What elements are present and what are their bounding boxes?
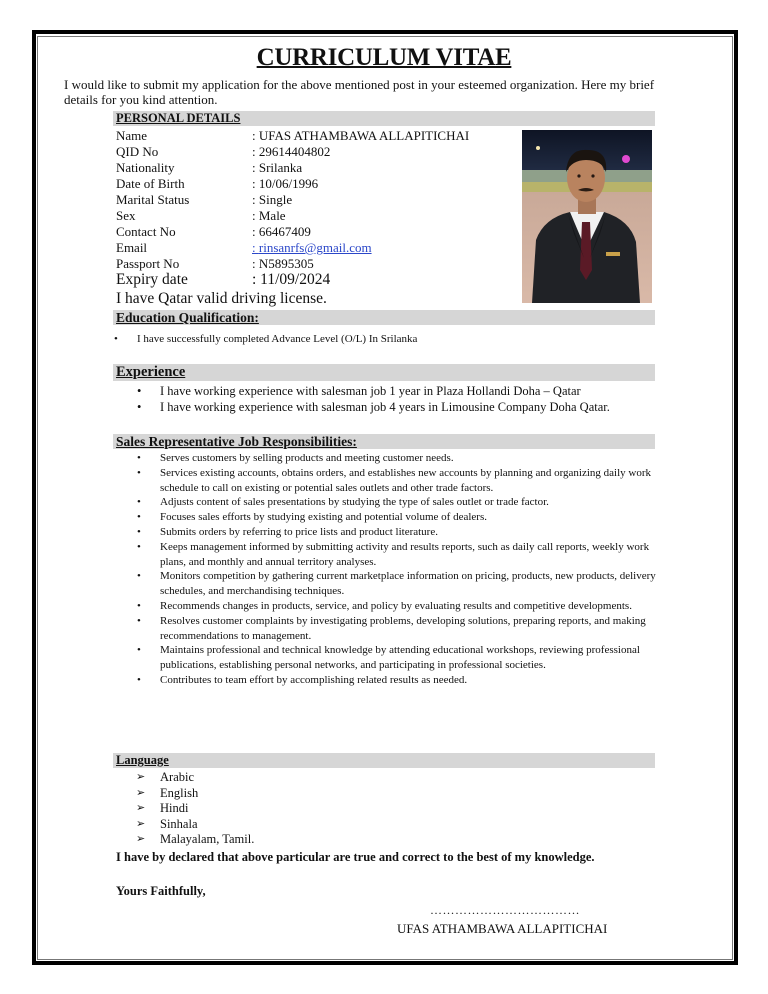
email-colon: : — [252, 240, 259, 255]
detail-value: : Srilanka — [252, 160, 303, 175]
responsibility-item — [137, 569, 657, 599]
experience-heading: Experience — [116, 364, 186, 380]
arrow-bullet-icon: ➢ — [136, 786, 146, 799]
responsibility-text: Keeps management informed by submitting activity and results reports, such as daily call reports, weekly work plans, and monthly and annual territory analyses. — [160, 540, 650, 568]
bullet-icon: • — [137, 599, 141, 612]
responsibility-item — [137, 540, 657, 570]
responsibility-text: Contributes to team effort by accomplishing related results as needed. — [160, 673, 468, 686]
responsibility-item — [137, 510, 657, 525]
language-heading: Language — [116, 753, 169, 767]
detail-label: Date of Birth — [116, 176, 185, 191]
detail-value: : 66467409 — [252, 224, 311, 239]
detail-value: : 11/09/2024 — [252, 271, 331, 288]
bullet-icon: • — [137, 614, 141, 627]
personal-details-heading: PERSONAL DETAILS — [116, 111, 241, 125]
detail-value: : 10/06/1996 — [252, 176, 319, 191]
document-title: CURRICULUM VITAE — [256, 44, 512, 71]
detail-value: : N5895305 — [252, 256, 314, 271]
intro-paragraph: I would like to submit my application for the above mentioned post in your esteemed organization. Here my brief details for you kind attention. — [64, 77, 655, 107]
bullet-icon: • — [137, 644, 141, 657]
detail-value — [252, 240, 372, 255]
responsibility-item — [137, 673, 657, 688]
signature-name: UFAS ATHAMBAWA ALLAPITICHAI — [397, 921, 608, 936]
detail-value: : Male — [252, 208, 286, 223]
education-list — [114, 332, 657, 347]
declaration-text: I have by declared that above particular are true and correct to the best of my knowledge. — [116, 850, 595, 864]
detail-label: QID No — [116, 144, 159, 159]
section-bar-language — [113, 753, 655, 768]
responsibility-item — [137, 599, 657, 614]
detail-label: Expiry date — [116, 271, 188, 288]
language-list — [136, 770, 255, 848]
responsibility-text: Maintains professional and technical knowledge by attending educational workshops, reviewing professional publications, establishing personal networks, and participating in professional societies. — [160, 644, 640, 672]
arrow-bullet-icon: ➢ — [136, 802, 146, 815]
bullet-icon: • — [137, 466, 141, 479]
education-heading: Education Qualification: — [116, 310, 259, 325]
bullet-icon: • — [137, 400, 142, 414]
experience-item — [137, 383, 655, 399]
responsibility-text: Submits orders by referring to price lists and product literature. — [160, 525, 438, 538]
experience-item-text: I have working experience with salesman job 4 years in Limousine Company Doha Qatar. — [160, 400, 610, 414]
bullet-icon: • — [137, 452, 141, 464]
responsibility-text: Services existing accounts, obtains orders, and establishes new accounts by planning and organizing daily work schedule to call on existing or potential sales outlets and other trade factors. — [160, 466, 652, 494]
detail-label: Contact No — [116, 224, 176, 239]
experience-list — [137, 383, 655, 415]
bullet-icon: • — [137, 570, 141, 583]
detail-label: Marital Status — [116, 192, 190, 207]
arrow-bullet-icon: ➢ — [136, 833, 146, 846]
experience-item — [137, 399, 655, 415]
language-name: Malayalam, Tamil. — [160, 832, 255, 847]
responsibility-item — [137, 643, 657, 673]
responsibility-text: Resolves customer complaints by investigating problems, developing solutions, preparing reports, and making recommendations to management. — [160, 614, 646, 642]
detail-label: Nationality — [116, 160, 175, 175]
responsibility-item — [137, 451, 657, 466]
signature-line: ……………………………… — [430, 903, 580, 917]
experience-item-text: I have working experience with salesman job 1 year in Plaza Hollandi Doha – Qatar — [160, 384, 581, 398]
responsibility-text: Monitors competition by gathering current marketplace information on pricing, products, new products, delivery schedules, and merchandising techniques. — [160, 570, 656, 598]
detail-label: Sex — [116, 208, 136, 223]
detail-value: : Single — [252, 192, 293, 207]
responsibility-item — [137, 495, 657, 510]
responsibility-text: Serves customers by selling products and meeting customer needs. — [160, 452, 454, 464]
language-item — [136, 801, 254, 817]
bullet-icon: • — [137, 540, 141, 553]
responsibilities-list — [137, 451, 657, 688]
detail-value: : UFAS ATHAMBAWA ALLAPITICHAI — [252, 128, 470, 143]
language-item — [136, 770, 254, 786]
detail-label: Name — [116, 128, 148, 143]
language-item — [136, 785, 254, 802]
bullet-icon: • — [137, 511, 141, 524]
detail-label: Email — [116, 240, 148, 255]
bullet-icon: • — [137, 384, 142, 398]
detail-label: Passport No — [116, 256, 180, 271]
profile-photo — [522, 130, 652, 303]
bullet-icon: • — [137, 525, 141, 538]
responsibility-item — [137, 614, 657, 644]
arrow-bullet-icon: ➢ — [136, 771, 146, 783]
language-name: Arabic — [160, 770, 195, 784]
driving-license-note: I have Qatar valid driving license. — [116, 290, 327, 307]
bullet-icon: • — [114, 333, 118, 345]
section-bar-experience — [113, 364, 655, 381]
language-name: Sinhala — [160, 816, 198, 831]
arrow-bullet-icon: ➢ — [136, 817, 146, 830]
responsibilities-heading: Sales Representative Job Responsibilities: — [116, 434, 357, 449]
education-item — [114, 332, 657, 347]
detail-value: : 29614404802 — [252, 144, 331, 159]
bullet-icon: • — [137, 673, 141, 686]
language-item — [136, 816, 254, 833]
responsibility-text: Recommends changes in products, service, and policy by evaluating results and competitive developments. — [160, 599, 632, 612]
language-name: Hindi — [160, 801, 189, 816]
profile-photo-image — [522, 130, 652, 303]
responsibility-text: Focuses sales efforts by studying existing and potential volume of dealers. — [160, 511, 487, 524]
responsibility-item — [137, 525, 657, 540]
language-name: English — [160, 785, 199, 800]
email-link[interactable]: rinsanrfs@gmail.com — [258, 240, 372, 255]
language-item — [136, 832, 255, 848]
education-item-text: I have successfully completed Advance Level (O/L) In Srilanka — [137, 333, 418, 345]
bullet-icon: • — [137, 496, 141, 509]
responsibility-text: Adjusts content of sales presentations by studying the type of sales outlet or trade factor. — [160, 496, 549, 509]
responsibility-item — [137, 466, 657, 496]
sign-off: Yours Faithfully, — [116, 884, 206, 898]
